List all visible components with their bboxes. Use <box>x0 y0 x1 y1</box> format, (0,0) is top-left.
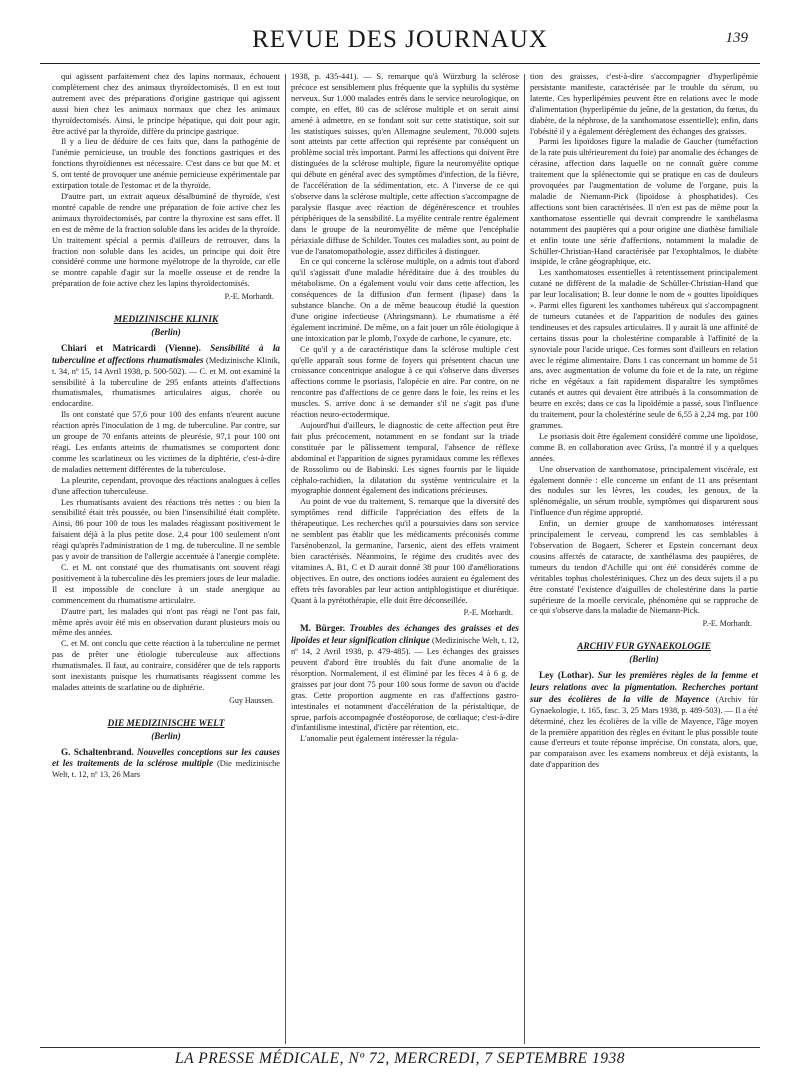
article-title: Sur les premières règles de la femme et leurs relations avec la pigmentation. Recherches portant sur des écolières de la ville de Mayence <box>530 670 758 704</box>
paragraph: Aujourd'hui d'ailleurs, le diagnostic de cette affection peut être fait plus précocement, notamment en se fondant sur la triade constituée par le pâlissement temporal, l'absence de réflexe abdominal et l'apparition de signes pyramidaux comme les réflexes de Rossolimo ou de Babinski. Les signes fournis par le liquide céphalo-rachidien, la dilatation du système ventriculaire et la myographie donnent également des indications précieuses. <box>291 421 519 496</box>
article-heading <box>291 623 519 734</box>
section-title: ARCHIV FUR GYNAEKOLOGIE <box>577 642 711 653</box>
page-footer: LA PRESSE MÉDICALE, Nº 72, MERCREDI, 7 SEPTEMBRE 1938 <box>175 1050 625 1067</box>
page-title: REVUE DES JOURNAUX <box>252 26 548 53</box>
article-reference: (Archiv für Gynaekologie, t. 165, fasc. 3, 25 Mars 1938, p. 489-503). — Il a été déterminé, chez les écolières de la ville de Mayence, l'âge moyen de la première apparition des règles en évitant le plus possible toute cause d'erreurs et toute réponse imprécise. On constata, alors, que, par comparaison avec les examens nombreux et déjà existants, la date d'apparition des <box>530 694 758 770</box>
article-author: G. Schaltenbrand. <box>61 746 134 757</box>
paragraph: Les rhumatisants avaient des réactions très nettes : ou bien la sensibilité était très poussée, ou bien l'insensibilité était complète. Ainsi, 86 pour 100 de tous les malades réagissant positivement le faisaient déjà à la plus petite dose. 2,4 pour 100 seulement n'ont réagi qu'après l'administration de 1 mg. de tuberculine. Il ne semble pas y avoir de transition de l'allergie accentuée à l'anergie complète. <box>52 497 280 562</box>
paragraph: Parmi les lipoïdoses figure la maladie de Gaucher (tuméfaction de la rate puis ultérieurement du foie) par anomalie des échanges de cérasine, affection dans laquelle on ne connaît guère comme traitement que la splénectomie qui se pratique en cas de douleurs provoquées par l'augmentation de volume de l'organe, puis la maladie de Niemann-Pick (lipoïdose à phosphatides). Ces affections sont bien caractérisées. Il n'en est pas de même pour la xanthomatose essentielle qui devrait comprendre le xanthélasma notamment des paupières qui a pour origine une diathèse familiale et enfin toute une série d'affections, notamment la maladie de Schüller-Christian-Hand caractérisée par l'exophtalmos, le diabète insipide, le crâne géographique, etc. <box>530 137 758 267</box>
article-title: Nouvelles conceptions sur les causes et les traitements de la sclérose multiple <box>52 746 280 769</box>
article-reference: (Medizinische Klinik, t. 34, nº 15, 14 Avril 1938, p. 500-502). — C. et M. ont examiné la sensibilité à la tuberculine de 295 enfants atteints d'affections rhumatismales, rhumatismes articulaires aigus, chorée ou endocardite. <box>52 355 280 409</box>
page-number: 139 <box>725 30 748 46</box>
signature: Guy Haussen. <box>229 695 274 705</box>
article-heading <box>530 670 758 771</box>
paragraph: C. et M. ont constaté que des rhumatisants ont souvent réagi positivement à la tuberculine dès les premiers jours de leur maladie. Il est impossible de conclure à un stade anergique au commencement du rhumatisme articulaire. <box>52 562 280 605</box>
paragraph: D'autre part, un extrait aqueux désalbuminé de thyroïde, s'est montré capable de rendre une préparation de foie active chez les animaux thyroïdectomisés, par contre la thyroxine est sans effet. Il en est de même de la fraction soluble dans les acides de la thyroïde. Un traitement spécial a permis d'ailleurs de retrouver, dans la fraction non soluble dans les acides, un principe qui doit être considéré comme une hormone myélotrope de la thyroïde, car elle se montre capable d'agir sur la moelle osseuse et de rendre la préparation de foie active chez les lapins thyroïdectomisés. <box>52 191 280 289</box>
article-reference: (Die medizinische Welt, t. 12, nº 13, 26 Mars <box>52 759 280 780</box>
paragraph: Les xanthomatoses essentielles à retentissement principalement cutané ne diffèrent de la maladie de Schüller-Christian-Hand que par leur localisation; B. leur donne le nom de « gouttes lipoïdiques ». Parmi elles figurent les xanthomes tubéreux qui s'accompagnent de tumeurs cutanées et de l'apparition de nodules des gaines tendineuses et des capsules articulaires. Il y aurait là une affinité de certains tissus pour la cholestérine comparable à l'affinité de la synoviale pour l'acide urique. Ces formes sont d'ailleurs en relation avec le régime alimentaire. Dans 1 cas concernant un homme de 51 ans, avec augmentation de volume du foie et de la rate, un régime riche en végétaux a fait rapidement disparaître les symptômes cutanés et autres qui devaient être attribués à la consommation de beurre en excès; dans ce cas la lipoïdémie a passé, sous l'influence du traitement, pour la cholestérine seule de 6,55 à 2,24 mg. par 100 grammes. <box>530 268 758 430</box>
paragraph: Enfin, un dernier groupe de xanthomatoses intéressant principalement le cerveau, comprend les cas semblables à l'observation de Bogaert, Scherer et Epstein concernant deux cousins affectés de cataracte, de xanthélasma des paupières, de tumeurs du tendon d'Achille qui ont été considérés comme de véritables tophus cholestériniques. Chez un des deux sujets il a pu être constaté l'existence d'aiguilles de cholestérine dans la partie supérieure de la moelle cervicale, phénomène qui se rapproche de ce qui s'observe dans la maladie de Niemann-Pick. <box>530 519 758 616</box>
paragraph: L'anomalie peut également intéresser la régula- <box>300 734 459 744</box>
column-3 <box>530 72 758 1048</box>
paragraph: 1938, p. 435-441). — S. remarque qu'à Würzburg la sclérose précoce est sensiblement plus fréquente que la syphilis du système nerveux. Sur 1.000 malades entrés dans le service neurologique, on compte, en effet, 80 cas de sclérose multiple et on serait ainsi amené à admettre, en se fondant soit sur cette statistique, soit sur les statistiques suisses, qu'en Allemagne seulement, 70.000 sujets sont atteints par cette affection qui représente par conséquent un problème social très important. Parmi les affections qui doivent être distinguées de la sclérose multiple, figure la neuromyélite optique qui débute en général avec des symptômes d'infection, de la fièvre, de l'accélération de la sédimentation, etc. A l'inverse de ce qui s'observe dans la sclérose multiple, cette affection s'accompagne de paralysie flasque avec réaction de dégénérescence et troubles périphériques de la sensibilité. La myélite centrale rentre également dans le groupe de la neuromyélite de même que l'encéphalie périaxiale diffuse de Schilder. Toutes ces maladies sont, au point de vue de l'anatomopathologie, assez difficiles à distinguer. <box>291 72 519 256</box>
column-2 <box>291 72 519 1048</box>
article-title: Sensibilité à la tuberculine et affections rhumatismales <box>52 342 280 365</box>
paragraph: Le psoriasis doit être également considéré comme une lipoïdose, comme B. en collaboration avec Grüss, l'a montré il y a quelques années. <box>530 431 758 463</box>
header-divider <box>40 63 760 64</box>
page-header <box>40 26 760 62</box>
signature: P.-E. Morhardt. <box>224 292 274 302</box>
paragraph: La pleurite, cependant, provoque des réactions analogues à celles d'une affection tuberculeuse. <box>52 475 280 496</box>
article-author: M. Bürger. <box>300 623 346 634</box>
article-title: Troubles des échanges des graisses et des lipoïdes et leur signification clinique <box>291 623 519 646</box>
paragraph: D'autre part, les malades qui n'ont pas réagi ne l'ont pas fait, même après avoir été mis en observation durant plusieurs mois ou même des années. <box>52 606 280 638</box>
section-subtitle: (Berlin) <box>629 654 659 665</box>
signature: P.-E. Morhardt. <box>702 619 752 629</box>
paragraph: Une observation de xanthomatose, principalement viscérale, est également donnée : elle concerne un enfant de 11 ans présentant des nodules sur les lèvres, les coudes, les genoux, de la splénomégalie, un sérum trouble, symptômes qui disparurent sous l'influence d'un régime approprié. <box>530 464 758 518</box>
paragraph: Il y a lieu de déduire de ces faits que, dans la pathogénie de l'anémie pernicieuse, un trouble des fonctions gastriques et des fonctions thyroïdiennes est nécessaire. C'est dans ce but que M. et S. ont tenté de provoquer une anémie pernicieuse expérimentale par extirpation totale de l'estomac et de la thyroïde. <box>52 137 280 191</box>
article-author: Chiari et Matricardi (Vienne). <box>61 342 201 353</box>
text-columns <box>52 72 758 1048</box>
section-title: DIE MEDIZINISCHE WELT <box>107 718 225 729</box>
section-subtitle: (Berlin) <box>151 730 181 741</box>
article-heading <box>52 343 280 410</box>
section-title: MEDIZINISCHE KLINIK <box>113 315 219 326</box>
paragraph: Ce qu'il y a de caractéristique dans la sclérose multiple c'est qu'elle apparaît sous forme de foyers qui présentent chacun une croissance concentrique analogue à ce qui s'observe dans diverses affections comme le psoriasis, l'alopécie en aire. Par contre, on ne rencontre pas d'affections de ce genre dans le foie, les reins et les muscles. S. arrive donc à se demander s'il ne s'agit pas d'une réaction neuro-ectodermique. <box>291 344 519 420</box>
signature: P.-E. Morhardt. <box>463 608 513 618</box>
paragraph: Ils ont constaté que 57,6 pour 100 des enfants n'eurent aucune réaction après l'inoculation de 1 mg. de tuberculine. Par contre, sur un groupe de 70 enfants atteints de pleurésie, 97,1 pour 100 ont réagi. Les enfants atteints de rhumatismes se comportent donc comme les scarlatineux ou les victimes de la diphtérie, c'est-à-dire de maladies nettement différentes de la tuberculose. <box>52 410 280 474</box>
paragraph: C. et M. ont conclu que cette réaction à la tuberculine ne permet pas de prêter une étiologie tuberculeuse aux affections rhumatismales. Il faut, au contraire, considérer que de tels rapports sont inexistants puisque les rhumatisants réagissent comme les malades atteints de scarlatine ou de diphtérie. <box>52 639 280 692</box>
paragraph: Au point de vue du traitement, S. remarque que la diversité des symptômes rend difficile l'appréciation des effets de la thérapeutique. Les recherches qu'il a poursuivies dans son service ne semblent pas établir que les médicaments préconisés comme l'arsénobenzol, la germanine, l'arsenic, aient des effets vraiment bien caractérisés. Néanmoins, le régime des crudités avec des vitamines A, B1, C et D aurait donné 38 pour 100 d'améliorations objectives. En outre, des onctions iodées auraient eu également des effets très favorables par leur action antiphlogistique et diurétique. Quant à la pyrétothérapie, elle doit être déconseillée. <box>291 497 519 605</box>
paragraph: qui agissent parfaitement chez des lapins normaux, échouent complètement chez des animaux thyroïdectomisés. Il en est tout autrement avec des préparations d'origine gastrique qui agissent aussi bien chez les animaux normaux que chez les animaux thyroïdectomisés. Ainsi, le principe hépatique, qui doit pour agir, être activé par la thyroïde, diffère du principe gastrique. <box>52 72 280 136</box>
article-author: Ley (Lothar). <box>539 670 594 681</box>
paragraph: En ce qui concerne la sclérose multiple, on a admis tout d'abord qu'il s'agissait d'une maladie héréditaire due à des troubles du métabolisme. On a également voulu voir dans cette affection, les conséquences de la diffusion d'un ferment (lipase) dans la substance blanche. On a de même beaucoup étudié la question d'une origine infectieuse (Ahringsmann). Le rhumatisme a été également incriminé. De même, on a fait jouer un rôle étiologique à une intoxication par le plomb, l'oxyde de carbone, le cyanure, etc. <box>291 257 519 343</box>
article-heading <box>52 747 280 782</box>
article-reference: (Medizinische Welt, t. 12, nº 14, 2 Avril 1938, p. 479-485). — Les échanges des graisses peuvent d'abord être troublés du fait d'une anomalie de la résorption. Normalement, il est éliminé par les fèces 4 à 6 g. de graisses par jour dont 75 pour 100 sous forme de savon ou d'acide gras. Cette proportion augmente en cas d'affections gastro-intestinales et notamment d'accélération de la péristaltique, de sprue, parfois accompagnée d'ostéoporose, de cœliaque; c'est-à-dire d'infantilisme intestinal, d'ictère par rétention, etc. <box>291 636 519 733</box>
footer-divider <box>40 1047 760 1048</box>
column-1 <box>52 72 280 1048</box>
paragraph: tion des graisses, c'est-à-dire s'accompagner d'hyperlipémie persistante manifeste, caractérisée par le trouble du sérum, ou latente. Ces hyperlipémies peuvent être en relations avec le mode d'alimentation (hyperlipémie du jeûne, de la gestation, du fœtus, du diabète, de la néphrose, de la xanthomatose essentielle); enfin, dans l'obésité il y a également dérèglement des échanges des graisses. <box>530 72 758 136</box>
section-subtitle: (Berlin) <box>151 326 181 337</box>
